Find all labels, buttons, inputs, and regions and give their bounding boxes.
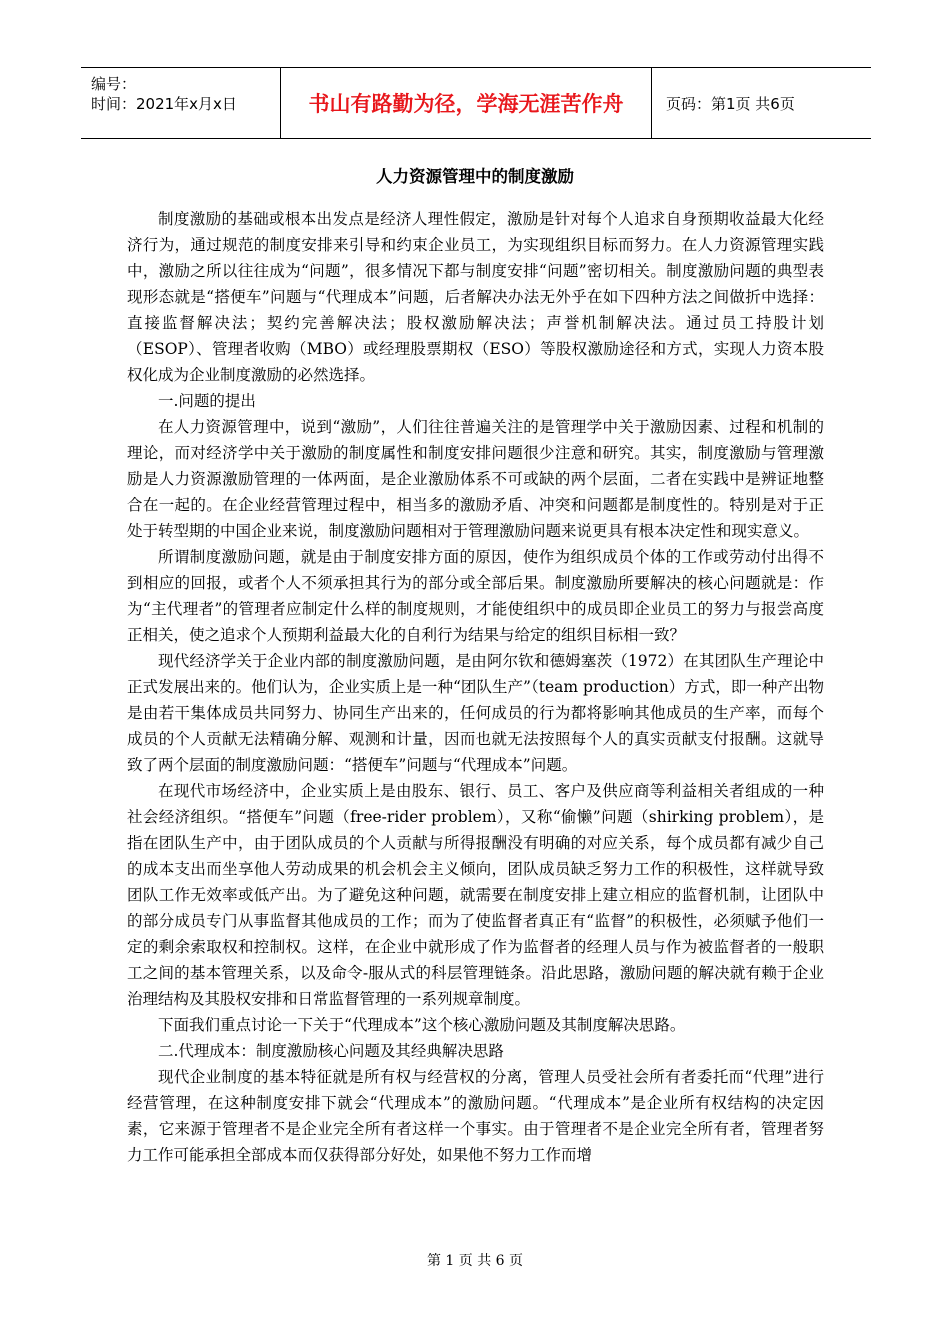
paragraph: 现代经济学关于企业内部的制度激励问题，是由阿尔钦和德姆塞茨（1972）在其团队生产理论中正式发展出来的。他们认为，企业实质上是一种“团队生产”（team production）方式，即一种产出物是由若干集体成员共同努力、协同生产出来的，任何成员的行为都将影响其他成员的生产率，而每个成员的个人贡献无法精确分解、观测和计量，因而也就无法按照每个人的真实贡献支付报酬。这就导致了两个层面的制度激励问题：“搭便车”问题与“代理成本”问题。 [127, 652, 824, 774]
section-heading-2: 二.代理成本：制度激励核心问题及其经典解决思路 [158, 1042, 504, 1060]
paragraph: 在现代市场经济中，企业实质上是由股东、银行、员工、客户及供应商等利益相关者组成的一种社会经济组织。“搭便车”问题（free-rider problem），又称“偷懒”问题（shirking problem），是指在团队生产中，由于团队成员的个人贡献与所得报酬没有明确的对应关系，每个成员都有减少自己的成本支出而坐享他人劳动成果的机会机会主义倾向，团队成员缺乏努力工作的积极性，这样就导致团队工作无效率或低产出。为了避免这种问题，就需要在制度安排上建立相应的监督机制，让团队中的部分成员专门从事监督其他成员的工作；而为了使监督者真正有“监督”的积极性，必须赋予他们一定的剩余索取权和控制权。这样，在企业中就形成了作为监督者的经理人员与作为被监督者的一般职工之间的基本管理关系，以及命令-服从式的科层管理链条。沿此思路，激励问题的解决就有赖于企业治理结构及其股权安排和日常监督管理的一系列规章制度。 [127, 782, 824, 1008]
paragraph: 下面我们重点讨论一下关于“代理成本”这个核心激励问题及其制度解决思路。 [158, 1016, 686, 1034]
code-label: 编号： [91, 75, 137, 93]
document-title: 人力资源管理中的制度激励 [376, 167, 574, 186]
paragraph: 所谓制度激励问题，就是由于制度安排方面的原因，使作为组织成员个体的工作或劳动付出得不到相应的回报，或者个人不须承担其行为的部分或全部后果。制度激励所要解决的核心问题就是：作为“主代理者”的管理者应制定什么样的制度规则，才能使组织中的成员即企业员工的努力与报尝高度正相关，使之追求个人预期利益最大化的自利行为结果与给定的组织目标相一致？ [127, 548, 824, 644]
page-footer: 第 1 页 共 6 页 [426, 1253, 524, 1269]
section-heading-1: 一.问题的提出 [158, 392, 256, 410]
motto: 书山有路勤为径，学海无涯苦作舟 [281, 68, 652, 138]
time-label: 时间：2021年x月x日 [91, 95, 237, 113]
paragraph: 在人力资源管理中，说到“激励”，人们往往普遍关注的是管理学中关于激励因素、过程和机制的理论，而对经济学中关于激励的制度属性和制度安排问题很少注意和研究。其实，制度激励与管理激励是人力资源激励管理的一体两面，是企业激励体系不可或缺的两个层面，二者在实践中是辨证地整合在一起的。在企业经营管理过程中，相当多的激励矛盾、冲突和问题都是制度性的。特别是对于正处于转型期的中国企业来说，制度激励问题相对于管理激励问题来说更具有根本决定性和现实意义。 [127, 418, 824, 540]
document-body [127, 206, 824, 1168]
paragraph-intro: 制度激励的基础或根本出发点是经济人理性假定，激励是针对每个人追求自身预期收益最大化经济行为，通过规范的制度安排来引导和约束企业员工，为实现组织目标而努力。在人力资源管理实践中，激励之所以往往成为“问题”，很多情况下都与制度安排“问题”密切相关。制度激励问题的典型表现形态就是“搭便车”问题与“代理成本”问题，后者解决办法无外乎在如下四种方法之间做折中选择：直接监督解决法；契约完善解决法；股权激励解决法；声誉机制解决法。通过员工持股计划（ESOP）、管理者收购（MBO）或经理股票期权（ESO）等股权激励途径和方式，实现人力资本股权化成为企业制度激励的必然选择。 [127, 210, 824, 384]
page-header [81, 67, 871, 139]
page-info: 页码：第1页 共6页 [666, 94, 795, 113]
header-meta [81, 68, 281, 138]
paragraph: 现代企业制度的基本特征就是所有权与经营权的分离，管理人员受社会所有者委托而“代理”进行经营管理，在这种制度安排下就会“代理成本”的激励问题。“代理成本”是企业所有权结构的决定因素，它来源于管理者不是企业完全所有者这样一个事实。由于管理者不是企业完全所有者，管理者努力工作可能承担全部成本而仅获得部分好处，如果他不努力工作而增 [127, 1068, 824, 1164]
